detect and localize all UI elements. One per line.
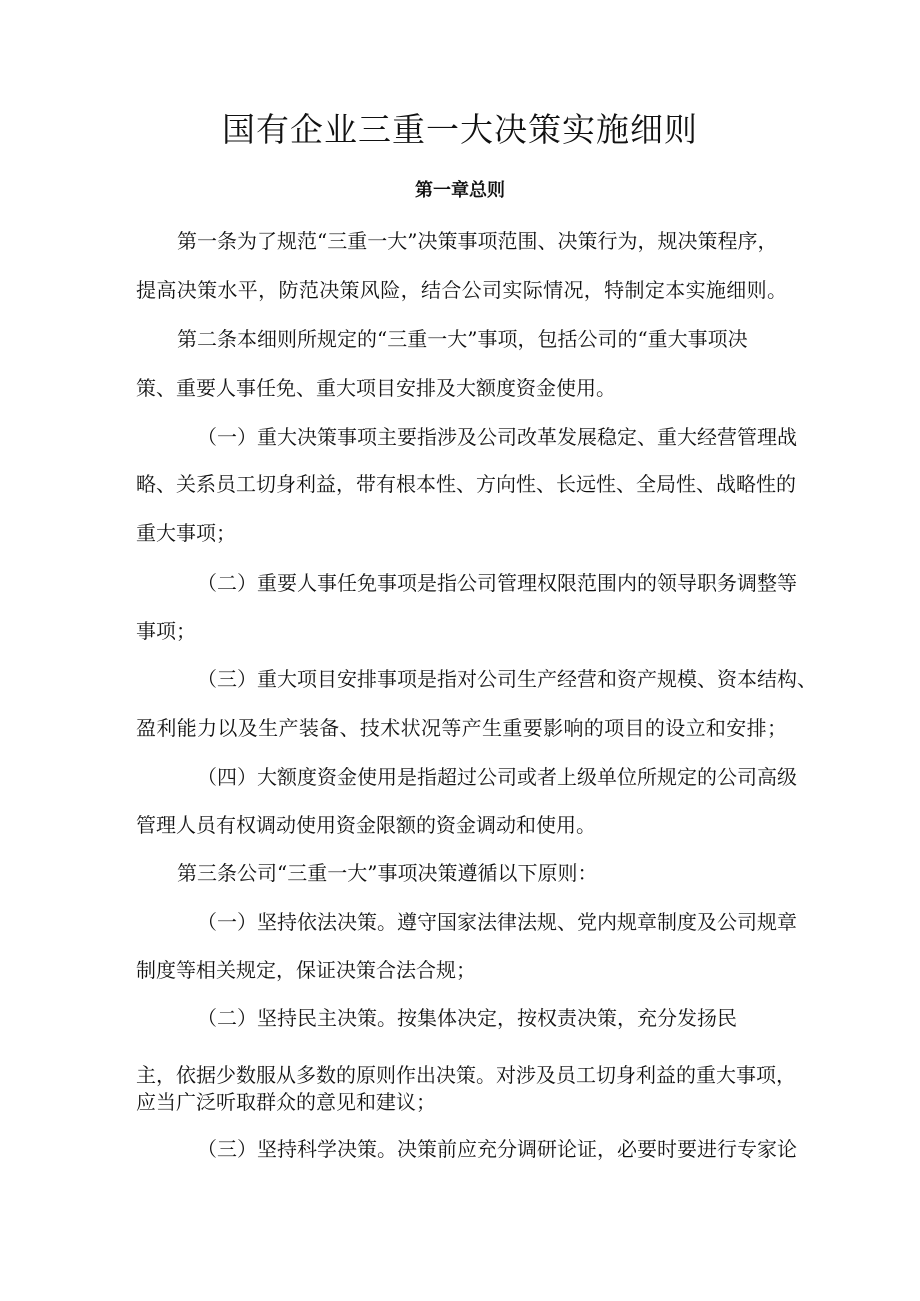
chapter-heading: 第一章总则 bbox=[415, 180, 505, 201]
item-1-line-2: 略、关系员工切身利益，带有根本性、方向性、长远性、全局性、战略性的 bbox=[136, 472, 796, 496]
article-1-line-1: 第一条为了规范“三重一大”决策事项范围、决策行为，规决策程序， bbox=[177, 229, 778, 253]
item-4-line-2: 管理人员有权调动使用资金限额的资金调动和使用。 bbox=[136, 813, 596, 837]
document-title: 国有企业三重一大决策实施细则 bbox=[222, 110, 698, 149]
article-3-line-1: 第三条公司“三重一大”事项决策遵循以下原则： bbox=[177, 861, 598, 885]
principle-2-line-3: 应当广泛听取群众的意见和建议； bbox=[136, 1090, 436, 1114]
article-2-line-1: 第二条本细则所规定的“三重一大”事项，包括公司的“重大事项决 bbox=[177, 327, 748, 351]
item-1-line-1: （一）重大决策事项主要指涉及公司改革发展稳定、重大经营管理战 bbox=[197, 425, 797, 449]
item-2-line-2: 事项； bbox=[136, 619, 196, 643]
article-1-line-2: 提高决策水平，防范决策风险，结合公司实际情况，特制定本实施细则。 bbox=[136, 278, 787, 302]
item-1-line-3: 重大事项； bbox=[136, 521, 236, 545]
principle-2-line-2: 主，依据少数服从多数的原则作出决策。对涉及员工切身利益的重大事项， bbox=[136, 1063, 796, 1087]
principle-3-line-1: （三）坚持科学决策。决策前应充分调研论证，必要时要进行专家论 bbox=[197, 1137, 797, 1161]
principle-1-line-2: 制度等相关规定，保证决策合法合规； bbox=[136, 958, 476, 982]
article-2-line-2: 策、重要人事任免、重大项目安排及大额度资金使用。 bbox=[136, 376, 616, 400]
item-3-line-2: 盈利能力以及生产装备、技术状况等产生重要影响的项目的设立和安排； bbox=[136, 716, 787, 740]
item-3-line-1: （三）重大项目安排事项是指对公司生产经营和资产规模、资本结构、 bbox=[197, 667, 817, 691]
item-4-line-1: （四）大额度资金使用是指超过公司或者上级单位所规定的公司高级 bbox=[197, 765, 797, 789]
item-2-line-1: （二）重要人事任免事项是指公司管理权限范围内的领导职务调整等 bbox=[197, 571, 797, 595]
principle-2-line-1: （二）坚持民主决策。按集体决定，按权责决策，充分发扬民 bbox=[197, 1006, 737, 1030]
principle-1-line-1: （一）坚持依法决策。遵守国家法律法规、党内规章制度及公司规章 bbox=[197, 910, 797, 934]
